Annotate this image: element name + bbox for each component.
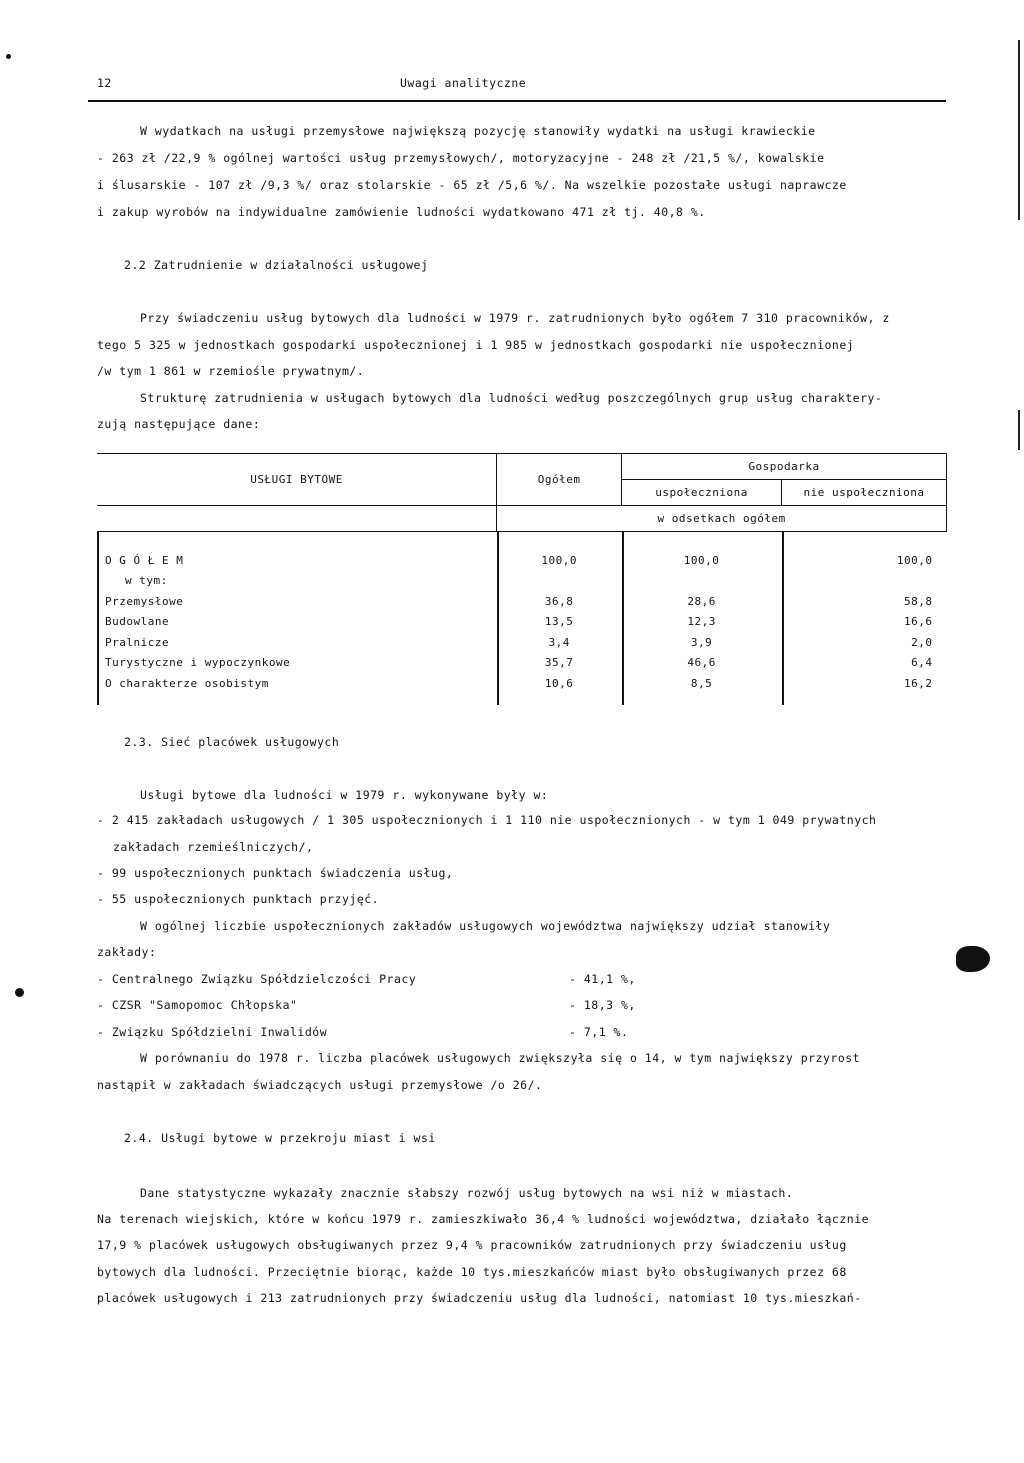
- table-row: [97, 591, 947, 612]
- employment-structure-table: [97, 453, 947, 708]
- section-heading: 2.4. Usługi bytowe w przekroju miast i wsi: [124, 1131, 436, 1145]
- scan-speck: [956, 946, 990, 972]
- unit-row: w odsetkach ogółem: [497, 506, 947, 532]
- row-label: Turystyczne i wypoczynkowe: [105, 656, 291, 670]
- cell-private: 58,8: [904, 594, 933, 608]
- col-header-group: Gospodarka: [622, 454, 947, 480]
- paragraph-line: W ogólnej liczbie uspołecznionych zakładów usługowych województwa największy udział stanowiły: [140, 919, 831, 933]
- paragraph-line: W porównaniu do 1978 r. liczba placówek usługowych zwiększyła się o 14, w tym największy przyrost: [140, 1051, 861, 1065]
- cell-total: 36,8: [544, 594, 574, 608]
- paragraph-line: bytowych dla ludności. Przeciętnie biorąc, każde 10 tys.mieszkańców miast było obsługiwanych przez 68: [97, 1265, 847, 1279]
- section-heading: 2.3. Sieć placówek usługowych: [124, 735, 340, 749]
- scan-speck: [6, 54, 11, 59]
- scan-speck: [15, 988, 24, 997]
- share-value: - 7,1 %.: [569, 1025, 629, 1039]
- table-row: [97, 673, 947, 694]
- row-label: Budowlane: [105, 615, 170, 629]
- row-label: Przemysłowe: [105, 594, 184, 608]
- table-row: [97, 632, 947, 653]
- intro-line: i zakup wyrobów na indywidualne zamówienie ludności wydatkowano 471 zł tj. 40,8 %.: [97, 205, 706, 219]
- paragraph-line: tego 5 325 w jednostkach gospodarki uspołecznionej i 1 985 w jednostkach gospodarki nie uspołecznionej: [97, 338, 855, 352]
- paragraph-line: Dane statystyczne wykazały znacznie słabszy rozwój usług bytowych na wsi niż w miastach.: [140, 1186, 794, 1200]
- table-row: [97, 571, 947, 592]
- share-value: - 41,1 %,: [569, 972, 636, 986]
- cell-private: 16,2: [904, 676, 933, 690]
- paragraph-line: zują następujące dane:: [97, 417, 261, 431]
- table-row: [97, 612, 947, 633]
- share-name: - Centralnego Związku Spółdzielczości Pracy: [97, 972, 417, 986]
- row-label: w tym:: [125, 574, 168, 588]
- paragraph-line: 17,9 % placówek usługowych obsługiwanych przez 9,4 % pracowników zatrudnionych przy świadczeniu usług: [97, 1238, 847, 1252]
- table-column-rule: [97, 531, 99, 705]
- table-column-rule: [622, 531, 624, 705]
- paragraph-line: Usługi bytowe dla ludności w 1979 r. wykonywane były w:: [140, 788, 549, 802]
- paragraph-line: Na terenach wiejskich, które w końcu 1979 r. zamieszkiwało 36,4 % ludności województwa, działało łącznie: [97, 1212, 870, 1226]
- share-value: - 18,3 %,: [569, 998, 636, 1012]
- cell-public: 46,6: [687, 656, 716, 670]
- intro-line: - 263 zł /22,9 % ogólnej wartości usług przemysłowych/, motoryzacyjne - 248 zł /21,5 %/, kowalskie: [97, 151, 825, 165]
- cell-public: 8,5: [690, 676, 713, 690]
- cell-total: 35,7: [544, 656, 574, 670]
- row-label: O charakterze osobistym: [105, 676, 269, 690]
- paragraph-line: Przy świadczeniu usług bytowych dla ludności w 1979 r. zatrudnionych było ogółem 7 310 pracowników, z: [140, 311, 890, 325]
- cell-private: 6,4: [911, 656, 933, 670]
- list-item: - 55 uspołecznionych punktach przyjęć.: [97, 892, 380, 906]
- row-label: Pralnicze: [105, 635, 170, 649]
- list-item: - 2 415 zakładach usługowych / 1 305 uspołecznionych i 1 110 nie uspołecznionych - w tym 1 049 prywatnych: [97, 813, 877, 827]
- scan-edge-line: [1018, 40, 1020, 220]
- header-rule: [88, 100, 946, 102]
- stub-header: USŁUGI BYTOWE: [97, 454, 497, 506]
- table-column-rule: [782, 531, 784, 705]
- cell-public: 3,9: [690, 635, 713, 649]
- list-item: - 99 uspołecznionych punktach świadczenia usług,: [97, 866, 454, 880]
- col-header-private: nie uspołeczniona: [782, 480, 947, 506]
- col-header-public: uspołeczniona: [622, 480, 782, 506]
- share-name: - CZSR "Samopomoc Chłopska": [97, 998, 298, 1012]
- page-number: 12: [97, 76, 112, 90]
- running-title: Uwagi analityczne: [400, 76, 527, 90]
- cell-private: 16,6: [904, 615, 933, 629]
- cell-private: 100,0: [896, 553, 933, 567]
- row-label: O G Ó Ł E M: [105, 553, 184, 567]
- paragraph-line: nastąpił w zakładach świadczących usługi przemysłowe /o 26/.: [97, 1078, 543, 1092]
- paragraph-line: zakłady:: [97, 945, 157, 959]
- cell-private: 2,0: [911, 635, 933, 649]
- section-heading: 2.2 Zatrudnienie w działalności usługowej: [124, 258, 429, 272]
- paragraph-line: placówek usługowych i 213 zatrudnionych przy świadczeniu usług dla ludności, natomiast 10 tys.mieszkań-: [97, 1291, 862, 1305]
- intro-line: i ślusarskie - 107 zł /9,3 %/ oraz stolarskie - 65 zł /5,6 %/. Na wszelkie pozostałe usługi naprawcze: [97, 178, 847, 192]
- cell-public: 12,3: [687, 615, 716, 629]
- paragraph-line: zakładach rzemieślniczych/,: [113, 840, 314, 854]
- table-column-rule: [497, 531, 499, 705]
- share-name: - Związku Spółdzielni Inwalidów: [97, 1025, 328, 1039]
- scan-edge-line: [1018, 410, 1020, 450]
- intro-line: W wydatkach na usługi przemysłowe największą pozycję stanowiły wydatki na usługi krawieckie: [140, 124, 816, 138]
- table-row: [97, 550, 947, 571]
- cell-total: 3,4: [548, 635, 570, 649]
- cell-public: 28,6: [687, 594, 716, 608]
- paragraph-line: /w tym 1 861 w rzemiośle prywatnym/.: [97, 364, 365, 378]
- col-header-total: Ogółem: [497, 454, 622, 506]
- paragraph-line: Strukturę zatrudnienia w usługach bytowych dla ludności według poszczególnych grup usług charaktery-: [140, 391, 883, 405]
- table-row: [97, 653, 947, 674]
- cell-total: 10,6: [544, 676, 574, 690]
- cell-total: 100,0: [541, 553, 577, 567]
- cell-total: 13,5: [544, 615, 574, 629]
- cell-public: 100,0: [683, 553, 720, 567]
